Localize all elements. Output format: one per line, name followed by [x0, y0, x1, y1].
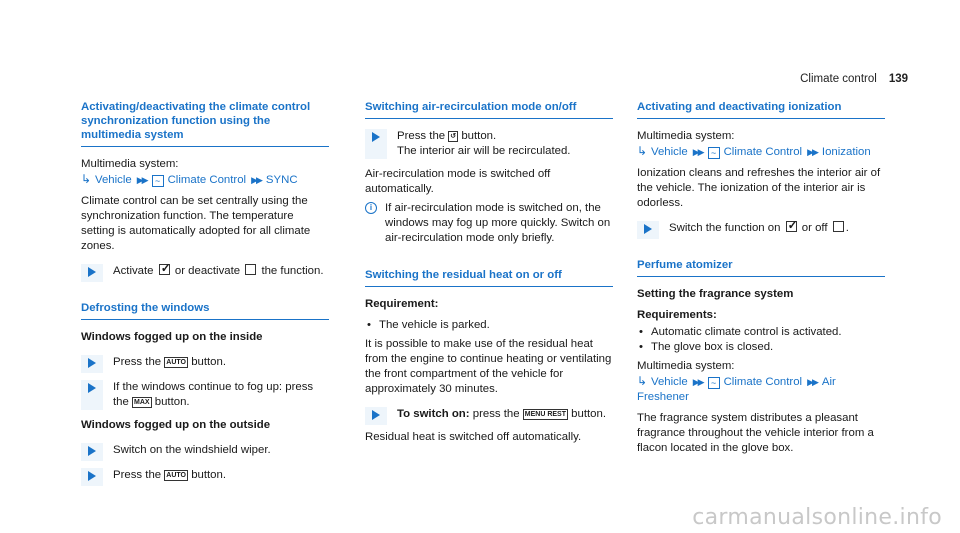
- step-text: press the: [472, 408, 520, 420]
- recirculation-icon: ↺: [450, 133, 457, 140]
- chevron-icon: ▶▶: [251, 175, 261, 185]
- watermark: carmanualsonline.info: [692, 505, 942, 530]
- requirement-item: • The vehicle is parked.: [365, 318, 613, 333]
- residual-off-text: Residual heat is switched off automatically.: [365, 431, 582, 443]
- menu-rest-icon: MENU REST: [524, 411, 566, 418]
- step-text: button.: [191, 356, 227, 368]
- step-text: or off: [801, 222, 828, 234]
- step-arrow-icon: [365, 129, 387, 159]
- max-defrost-icon: MAX: [134, 399, 150, 406]
- auto-button-icon: AUTO: [166, 472, 187, 479]
- checkbox-empty-icon: [245, 264, 256, 275]
- step-text: Press the: [397, 130, 446, 142]
- step-press-recirc: [365, 129, 613, 159]
- climate-icon: ~: [152, 175, 164, 187]
- multimedia-label: Multimedia system:: [637, 360, 735, 372]
- column-left: [81, 100, 329, 491]
- section-title-recirculation: Switching air-recirculation mode on/off: [365, 100, 613, 119]
- step-arrow-icon: [365, 407, 387, 425]
- path-item-ionization[interactable]: Ionization: [821, 146, 871, 158]
- path-arrow-icon: ↳: [637, 374, 648, 388]
- path-item-vehicle[interactable]: Vehicle: [651, 376, 688, 388]
- page-header: [800, 72, 908, 87]
- section-title-perfume: Perfume atomizer: [637, 258, 885, 277]
- info-note: [365, 201, 613, 246]
- checkbox-checked-icon: [786, 221, 797, 232]
- step-text: If the windows continue to fog up: press the: [113, 381, 314, 408]
- checkbox-checked-icon: [159, 264, 170, 275]
- step-text: button.: [571, 408, 607, 420]
- path-item-vehicle[interactable]: Vehicle: [95, 174, 132, 186]
- step-press-max: [81, 380, 329, 410]
- step-arrow-icon: [81, 355, 103, 373]
- path-item-climate-control[interactable]: Climate Control: [723, 146, 803, 158]
- path-arrow-icon: ↳: [637, 144, 648, 158]
- climate-icon: ~: [708, 377, 720, 389]
- step-text: button.: [154, 396, 190, 408]
- step-arrow-icon: [81, 443, 103, 461]
- step-text: .: [845, 222, 849, 234]
- section-title-residual-heat: Switching the residual heat on or off: [365, 268, 613, 287]
- column-middle: [365, 100, 613, 445]
- path-item-climate-control[interactable]: Climate Control: [167, 174, 247, 186]
- chevron-icon: ▶▶: [692, 377, 703, 387]
- step-text: Switch the function on: [669, 222, 781, 234]
- path-item-vehicle[interactable]: Vehicle: [651, 146, 688, 158]
- step-text: or deactivate: [174, 265, 241, 277]
- info-icon: i: [365, 202, 377, 214]
- subheading-outside: Windows fogged up on the outside: [81, 419, 271, 431]
- page-header-title: Climate control: [800, 73, 877, 85]
- multimedia-label: Multimedia system:: [637, 130, 735, 142]
- path-item-air-freshener[interactable]: Air Freshener: [637, 376, 836, 403]
- chevron-icon: ▶▶: [692, 147, 703, 157]
- step-activate-sync: [81, 264, 329, 279]
- sync-description: Climate control can be set centrally using the synchronization function. The temperature setting is automatically adopted for all climate zones.: [81, 195, 311, 252]
- step-result: The interior air will be recirculated.: [397, 145, 571, 157]
- auto-button-icon: AUTO: [166, 359, 187, 366]
- step-switch-on-residual: [365, 407, 613, 422]
- step-text: Switch on the windshield wiper.: [113, 444, 271, 456]
- subheading-inside: Windows fogged up on the inside: [81, 331, 263, 343]
- step-wiper: [81, 443, 329, 458]
- chevron-icon: ▶▶: [807, 147, 817, 157]
- step-ionization-toggle: [637, 221, 885, 236]
- section-title-climate-sync: Activating/deactivating the climate control synchronization function using the multimedia system: [81, 100, 329, 147]
- requirement-label: Requirement:: [365, 298, 439, 310]
- step-arrow-icon: [81, 264, 103, 282]
- step-arrow-icon: [81, 468, 103, 486]
- path-item-climate-control[interactable]: Climate Control: [723, 376, 803, 388]
- step-text: button.: [461, 130, 497, 142]
- multimedia-label: Multimedia system:: [81, 158, 179, 170]
- column-right: [637, 100, 885, 456]
- requirement-item: • Automatic climate control is activated.: [637, 325, 885, 340]
- subheading-fragrance: Setting the fragrance system: [637, 288, 794, 300]
- recirc-description: Air-recirculation mode is switched off automatically.: [365, 168, 551, 195]
- requirement-item: • The glove box is closed.: [637, 340, 885, 355]
- ionization-description: Ionization cleans and refreshes the interior air of the vehicle. The ionization of the interior air is odorless.: [637, 167, 881, 209]
- step-text: the function.: [261, 265, 324, 277]
- section-title-defrost: Defrosting the windows: [81, 301, 329, 320]
- menu-path: [637, 374, 885, 405]
- step-arrow-icon: [637, 221, 659, 239]
- step-text: button.: [191, 469, 227, 481]
- step-label: To switch on:: [397, 408, 470, 420]
- path-item-sync[interactable]: SYNC: [265, 174, 298, 186]
- checkbox-empty-icon: [833, 221, 844, 232]
- menu-path: [637, 144, 885, 160]
- path-arrow-icon: ↳: [81, 172, 92, 186]
- step-text: Press the: [113, 356, 162, 368]
- residual-description: It is possible to make use of the residual heat from the engine to continue heating or ventilating the front compartment of the vehicle for approximately 30 minutes.: [365, 338, 612, 395]
- climate-icon: ~: [708, 147, 720, 159]
- step-text: Press the: [113, 469, 162, 481]
- menu-path: [81, 172, 329, 188]
- fragrance-description: The fragrance system distributes a pleasant fragrance throughout the vehicle interior from a flacon located in the glove box.: [637, 412, 874, 454]
- step-press-auto-2: [81, 468, 329, 483]
- step-text: Activate: [113, 265, 154, 277]
- step-press-auto: [81, 355, 329, 370]
- section-title-ionization: Activating and deactivating ionization: [637, 100, 885, 119]
- chevron-icon: ▶▶: [136, 175, 147, 185]
- step-arrow-icon: [81, 380, 103, 410]
- chevron-icon: ▶▶: [807, 377, 817, 387]
- requirements-label: Requirements:: [637, 309, 717, 321]
- info-text: If air-recirculation mode is switched on, the windows may fog up more quickly. Switch on air-recirculation mode only briefly.: [385, 202, 611, 244]
- page-number: 139: [888, 73, 908, 85]
